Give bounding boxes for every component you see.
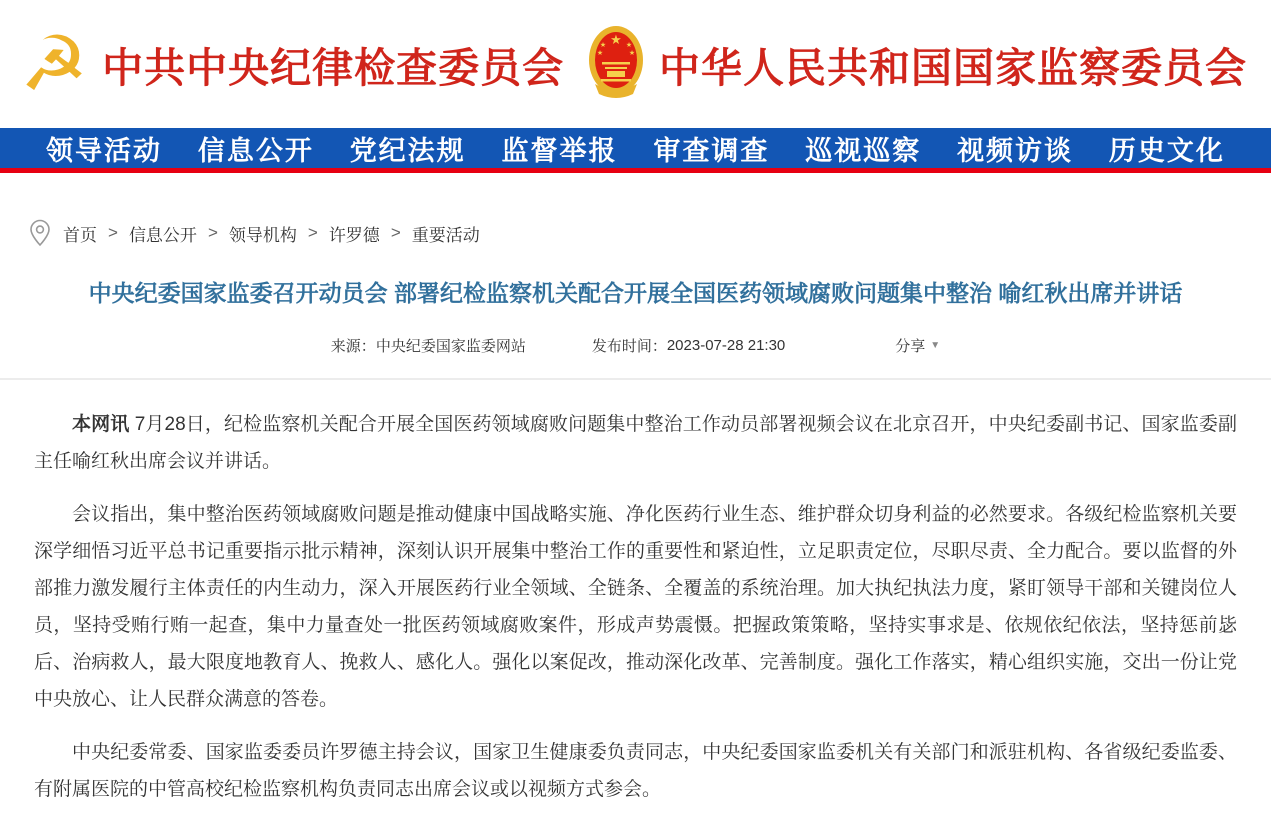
breadcrumb-home[interactable]: 首页 [63, 225, 97, 245]
site-header [0, 0, 1271, 128]
breadcrumb-important-activities[interactable]: 重要活动 [411, 225, 480, 245]
brand-nsc-name: 中华人民共和国国家监察委员会 [659, 44, 1247, 91]
article-paragraph [34, 406, 1237, 480]
article-source [331, 335, 526, 356]
breadcrumb-separator: > [307, 223, 318, 242]
publish-time-value: 2023-07-28 21:30 [666, 337, 786, 354]
source-value: 中央纪委国家监委网站 [375, 338, 526, 355]
breadcrumb-separator: > [207, 223, 218, 242]
nav-item-regulations[interactable]: 党纪法规 [349, 135, 466, 166]
national-emblem-icon [587, 22, 645, 106]
svg-text:★: ★ [625, 41, 633, 49]
article-paragraph [34, 734, 1237, 808]
nav-item-report[interactable]: 监督举报 [501, 135, 618, 166]
svg-text:★: ★ [628, 49, 636, 57]
share-dropdown[interactable] [895, 335, 940, 356]
article-meta [0, 335, 1271, 380]
paragraph-text: 中央纪委常委、国家监委委员许罗德主持会议，国家卫生健康委负责同志，中央纪委国家监委机关有关部门和派驻机构、各省级纪委监委、有附属医院的中管高校纪检监察机构负责同志出席会议或以视频方式参会。 [34, 742, 1237, 800]
main-nav [0, 128, 1271, 173]
breadcrumb-leading-bodies[interactable]: 领导机构 [228, 225, 297, 245]
article-title: 中央纪委国家监委召开动员会 部署纪检监察机关配合开展全国医药领域腐败问题集中整治 喻红秋出席并讲话 [88, 280, 1183, 306]
publish-time-label: 发布时间： [591, 338, 667, 355]
svg-text:★: ★ [599, 41, 607, 49]
nav-item-video[interactable]: 视频访谈 [957, 135, 1074, 166]
article-paragraph [34, 496, 1237, 718]
breadcrumb-xuluode[interactable]: 许罗德 [328, 225, 380, 245]
article-body [0, 380, 1271, 838]
brand-ccdi[interactable] [20, 20, 564, 108]
svg-text:★: ★ [596, 49, 604, 57]
nav-item-leadership[interactable]: 领导活动 [46, 135, 162, 166]
paragraph-lead: 本网讯 [72, 414, 135, 435]
article-publish-time [592, 335, 785, 356]
nav-item-information[interactable]: 信息公开 [197, 135, 314, 166]
breadcrumb-information[interactable]: 信息公开 [128, 225, 197, 245]
nav-item-investigation[interactable]: 审查调查 [653, 135, 770, 166]
paragraph-text: 会议指出，集中整治医药领域腐败问题是推动健康中国战略实施、净化医药行业生态、维护群众切身利益的必然要求。各级纪检监察机关要深学细悟习近平总书记重要指示批示精神，深刻认识开展集中整治工作的重要性和紧迫性，立足职责定位，尽职尽责、全力配合。要以监督的外部推力激发履行主体责任的内生动力，深入开展医药行业全领域、全链条、全覆盖的系统治理。加大执纪执法力度，紧盯领导干部和关键岗位人员，坚持受贿行贿一起查，集中力量查处一批医药领域腐败案件，形成声势震慑。把握政策策略，坚持实事求是、依规依纪依法，坚持惩前毖后、治病救人，最大限度地教育人、挽救人、感化人。强化以案促改，推动深化改革、完善制度。强化工作落实，精心组织实施，交出一份让党中央放心、让人民群众满意的答卷。 [34, 504, 1237, 710]
nav-item-history[interactable]: 历史文化 [1108, 135, 1225, 166]
brand-nsc[interactable] [587, 22, 1247, 106]
share-label: 分享 [895, 338, 926, 355]
location-pin-icon [28, 219, 52, 247]
brand-ccdi-name: 中共中央纪律检查委员会 [102, 44, 565, 91]
svg-text:★: ★ [610, 33, 622, 48]
party-emblem-icon: ☭ [20, 19, 89, 108]
chevron-down-icon: ▼ [930, 340, 941, 351]
breadcrumb-separator: > [108, 223, 118, 242]
nav-item-inspection[interactable]: 巡视巡察 [805, 135, 922, 166]
breadcrumb-separator: > [390, 223, 401, 242]
breadcrumb [0, 173, 1271, 247]
paragraph-text: 7月28日，纪检监察机关配合开展全国医药领域腐败问题集中整治工作动员部署视频会议在北京召开，中央纪委副书记、国家监委副主任喻红秋出席会议并讲话。 [34, 414, 1237, 472]
source-label: 来源： [330, 338, 376, 355]
